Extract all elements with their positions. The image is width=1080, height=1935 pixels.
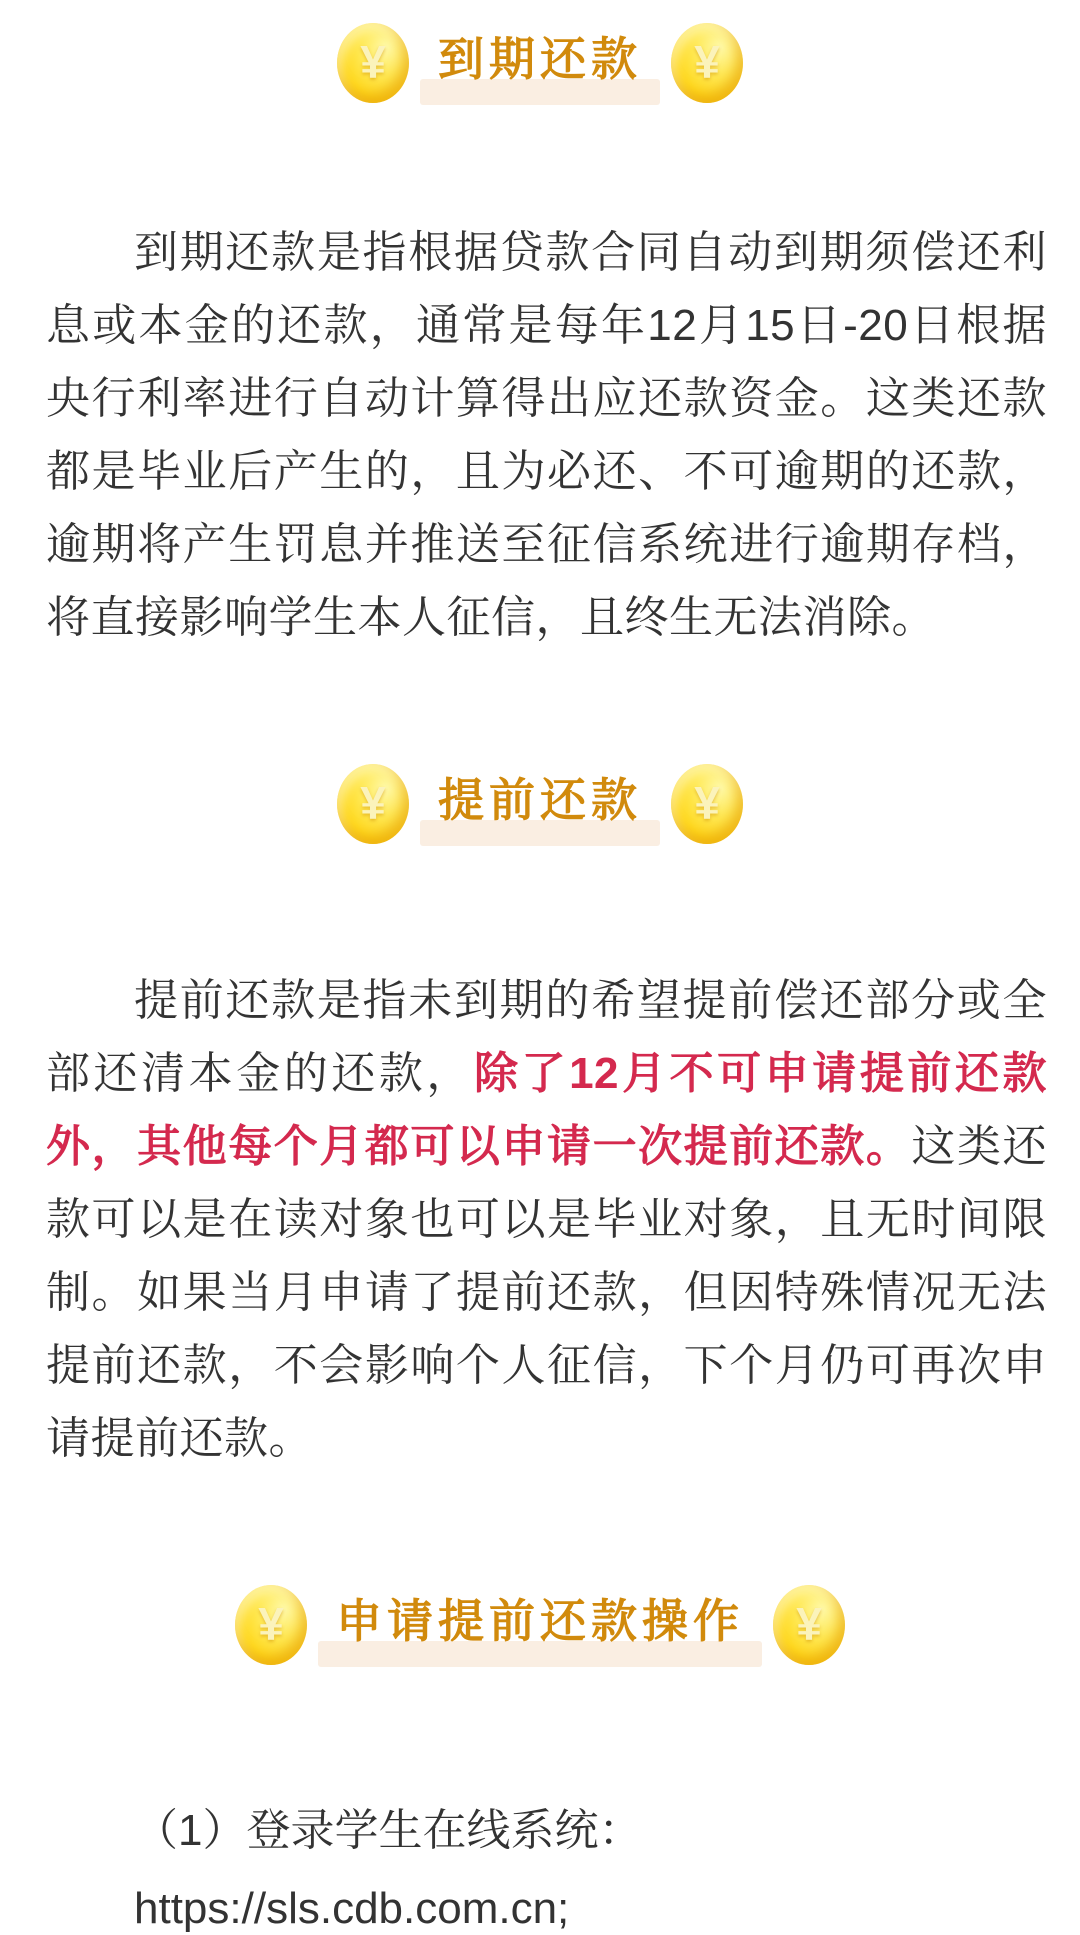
step1-system-url: https://sls.cdb.com.cn; — [134, 1884, 570, 1933]
yuan-coin-icon — [773, 1585, 845, 1665]
section-title-wrap — [438, 33, 642, 105]
section-header-apply-early-repayment — [0, 1585, 1080, 1667]
paragraph-early-repayment — [46, 964, 1047, 1475]
early-repayment-tail-text: 这类还款可以是在读对象也可以是毕业对象，且无时间限制。如果当月申请了提前还款，但因特殊情况无法提前还款，不会影响个人征信，下个月仍可再次申请提前还款。 — [46, 1122, 1048, 1463]
section-header-due-repayment — [0, 23, 1080, 105]
section-title-due-repayment: 到期还款 — [438, 33, 642, 85]
yuan-symbol: ¥ — [360, 36, 386, 88]
section-title-wrap — [336, 1595, 744, 1667]
early-repayment-lead-text: 提前还款是指未到期的希望提前偿还部分或全部还清本金的还款， — [46, 976, 1047, 1098]
yuan-symbol: ¥ — [796, 1598, 822, 1650]
yuan-symbol: ¥ — [360, 777, 386, 829]
section-header-early-repayment — [0, 764, 1080, 846]
yuan-coin-icon — [337, 764, 409, 844]
yuan-coin-icon — [671, 23, 743, 103]
yuan-coin-icon — [671, 764, 743, 844]
step1-login-label: （1）登录学生在线系统： — [134, 1806, 643, 1855]
yuan-symbol: ¥ — [694, 777, 720, 829]
yuan-symbol: ¥ — [694, 36, 720, 88]
yuan-coin-icon — [337, 23, 409, 103]
section-title-early-repayment: 提前还款 — [438, 774, 642, 826]
early-repayment-red-emphasis: 除了12月不可申请提前还款外，其他每个月都可以申请一次提前还款。 — [46, 1049, 1048, 1171]
paragraph-due-repayment: 到期还款是指根据贷款合同自动到期须偿还利息或本金的还款，通常是每年12月15日-20日根据央行利率进行自动计算得出应还款资金。这类还款都是毕业后产生的，且为必还、不可逾期的还款，逾期将产生罚息并推送至征信系统进行逾期存档，将直接影响学生本人征信，且终生无法消除。 — [46, 228, 1047, 642]
steps-section — [46, 1795, 1047, 1935]
section-title-apply-early-repayment: 申请提前还款操作 — [336, 1595, 744, 1647]
section-title-wrap — [438, 774, 642, 846]
yuan-coin-icon — [235, 1585, 307, 1665]
yuan-symbol: ¥ — [258, 1598, 284, 1650]
